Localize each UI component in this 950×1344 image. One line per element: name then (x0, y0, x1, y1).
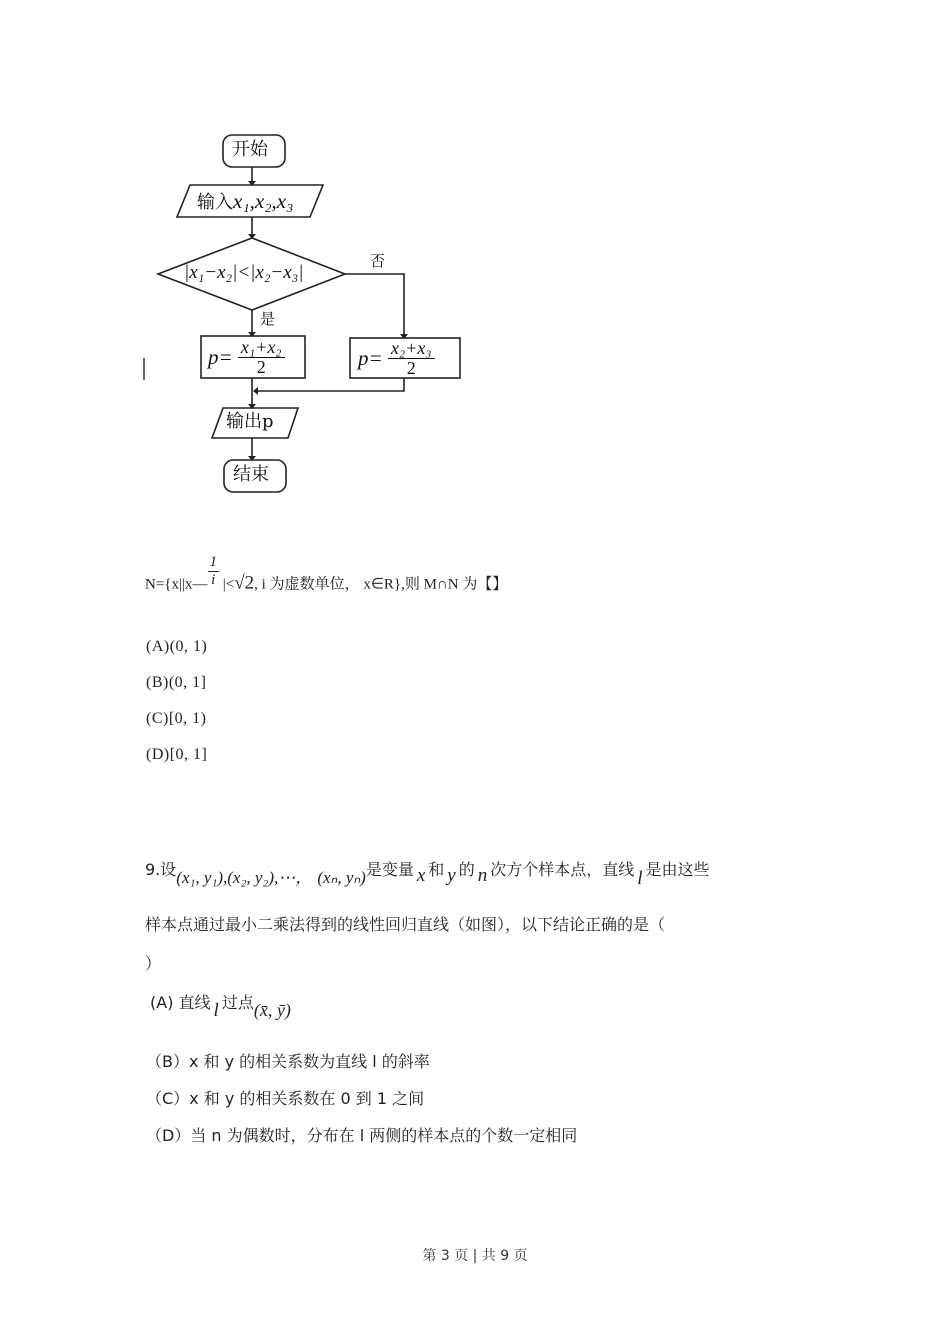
question9-line2: 样本点通过最小二乘法得到的线性回归直线（如图），以下结论正确的是（ (145, 915, 666, 934)
page-footer: 第 3 页 | 共 9 页 (422, 1248, 528, 1264)
q9-text: 设 (160, 860, 177, 879)
option-mean-point: (x̄, ȳ) (253, 1000, 291, 1020)
option-value: (0, 1) (169, 638, 208, 655)
flowchart-no-box (358, 339, 435, 378)
q9-point-n: (xₙ, yₙ) (317, 868, 366, 887)
option-label: （D） (146, 1126, 191, 1145)
option-label: (A) (150, 993, 174, 1012)
frac-den: i (211, 571, 216, 588)
set-prefix: N={x||x— (145, 576, 208, 593)
flowchart-output: 输出p (226, 411, 274, 432)
question-number: 9. (145, 860, 161, 879)
yes-box-numerator: x₁+x₂ (238, 338, 285, 358)
option-label: (B) (146, 674, 169, 691)
question8-option-b (146, 674, 206, 692)
question8-option-a (146, 638, 207, 656)
q9-var-l: l (637, 868, 643, 889)
option-label: (D) (146, 746, 170, 763)
option-text: 当 n 为偶数时，分布在 l 两侧的样本点的个数一定相同 (190, 1126, 578, 1145)
flowchart-yes-label: 是 (260, 310, 276, 328)
q9-text: 的 (458, 860, 475, 879)
question9-line3: ） (145, 954, 162, 973)
flowchart-end: 结束 (233, 464, 269, 485)
question8-option-d (146, 746, 207, 764)
q9-var-n: n (477, 865, 488, 886)
flowchart-start: 开始 (232, 139, 268, 160)
yes-box-denominator: 2 (256, 356, 266, 377)
sqrt-two: √2 (234, 572, 255, 594)
no-box-denominator: 2 (406, 357, 416, 378)
flowchart-lines (140, 100, 480, 510)
q9-text: 是变量 (365, 860, 414, 879)
frac-num: 1 (209, 554, 217, 570)
option-text: x 和 y 的相关系数在 0 到 1 之间 (189, 1089, 425, 1108)
question9-option-a (150, 990, 291, 1021)
option-text: x 和 y 的相关系数为直线 l 的斜率 (188, 1052, 430, 1071)
option-label: (A) (146, 638, 170, 655)
option-value: [0, 1] (169, 746, 208, 763)
flowchart-no-label: 否 (370, 252, 386, 270)
option-value: (0, 1] (168, 674, 207, 691)
flowchart (140, 100, 480, 510)
option-label: (C) (146, 710, 169, 727)
no-box-lhs: p= (358, 345, 383, 370)
flowchart-input (197, 191, 293, 212)
option-label: （B） (146, 1052, 189, 1071)
question9-line1 (145, 855, 710, 889)
option-value: [0, 1) (168, 710, 207, 727)
set-mid: |< (222, 576, 235, 593)
flowchart-yes-box (208, 338, 285, 377)
q9-var-y: y (447, 865, 456, 886)
q9-var-x: x (416, 865, 426, 886)
question9-option-b (146, 1049, 430, 1072)
question9-option-c (146, 1086, 424, 1109)
no-box-numerator: x₂+x₃ (388, 339, 435, 359)
option-label: （C） (146, 1089, 190, 1108)
q9-text: 次方个样本点，直线 (490, 860, 635, 879)
option-text: 过点 (221, 993, 254, 1012)
question9-option-d (146, 1123, 577, 1146)
yes-box-lhs: p= (208, 344, 233, 369)
set-suffix: , i 为虚数单位， x∈R},则 M∩N 为【】 (254, 576, 508, 593)
one-over-i (208, 554, 220, 588)
question8-set-n (145, 554, 508, 602)
q9-text: 是由这些 (645, 860, 710, 879)
option-text: 直线 (178, 993, 211, 1012)
question8-option-c (146, 710, 206, 728)
option-var-l: l (213, 1000, 219, 1021)
q9-text: 和 (428, 860, 445, 879)
flowchart-input-vars: x₁,x₂,x₃ (233, 189, 294, 213)
flowchart-condition: |x₁−x₂|<|x₂−x₃| (184, 262, 304, 283)
flowchart-input-label: 输入 (197, 192, 233, 213)
q9-points: (x₁, y₁),(x₂, y₂),⋯， (176, 868, 313, 887)
